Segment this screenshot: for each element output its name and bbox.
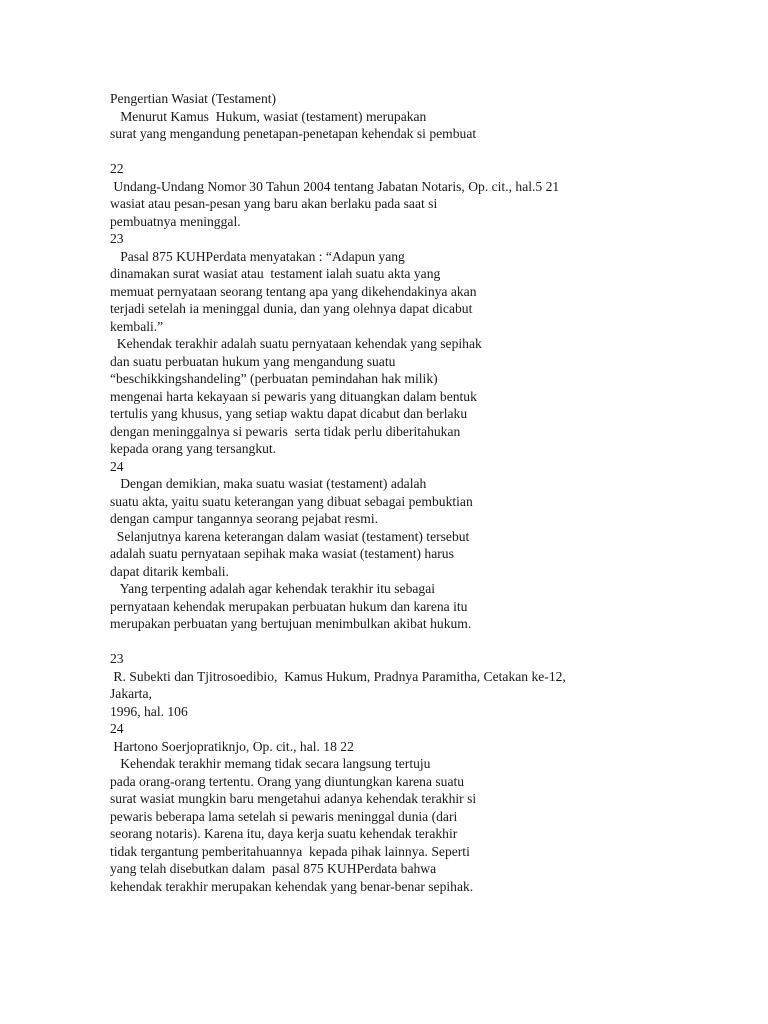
text-line: Jakarta, xyxy=(110,686,152,701)
text-line: Pasal 875 KUHPerdata menyatakan : “Adapun yang xyxy=(110,248,405,264)
text-line: terjadi setelah ia meninggal dunia, dan yang olehnya dapat dicabut xyxy=(110,301,473,316)
text-line: 24 xyxy=(110,458,124,474)
text-line: tidak tergantung pemberitahuannya kepada pihak lainnya. Seperti xyxy=(110,843,470,859)
text-line: 23 xyxy=(110,231,124,246)
text-line: mengenai harta kekayaan si pewaris yang dituangkan dalam bentuk xyxy=(110,388,477,404)
text-line: Yang terpenting adalah agar kehendak terakhir itu sebagai xyxy=(110,581,436,596)
text-line: dinamakan surat wasiat atau testament ialah suatu akta yang xyxy=(110,266,441,281)
text-line: pada orang-orang tertentu. Orang yang diuntungkan karena suatu xyxy=(110,773,465,789)
text-line: 1996, hal. 106 xyxy=(110,703,188,719)
text-line: dengan campur tangannya seorang pejabat resmi. xyxy=(110,511,378,526)
text-line: 22 xyxy=(110,161,124,176)
text-line: tertulis yang khusus, yang setiap waktu dapat dicabut dan berlaku xyxy=(110,406,468,421)
document-page xyxy=(110,90,630,895)
text-line: dan suatu perbuatan hukum yang mengandung suatu xyxy=(110,353,396,369)
text-line: Menurut Kamus Hukum, wasiat (testament) merupakan xyxy=(110,108,427,124)
text-line: 24 xyxy=(110,721,124,736)
text-line: 23 xyxy=(110,651,124,666)
text-line: “beschikkingshandeling” (perbuatan pemindahan hak milik) xyxy=(110,371,438,386)
text-line: Kehendak terakhir memang tidak secara langsung tertuju xyxy=(110,756,431,771)
text-line: merupakan perbuatan yang bertujuan menimbulkan akibat hukum. xyxy=(110,616,472,631)
blank-line xyxy=(110,633,630,651)
text-line: suatu akta, yaitu suatu keterangan yang dibuat sebagai pembuktian xyxy=(110,493,473,509)
text-line: surat yang mengandung penetapan-penetapan kehendak si pembuat xyxy=(110,126,477,141)
text-line: wasiat atau pesan-pesan yang baru akan berlaku pada saat si xyxy=(110,196,438,211)
text-line: dengan meninggalnya si pewaris serta tidak perlu diberitahukan xyxy=(110,423,461,439)
text-line: Undang-Undang Nomor 30 Tahun 2004 tentang Jabatan Notaris, Op. cit., hal.5 21 xyxy=(110,178,560,194)
blank-line xyxy=(110,143,630,161)
text-line: surat wasiat mungkin baru mengetahui adanya kehendak terakhir si xyxy=(110,791,477,806)
text-line: kembali.” xyxy=(110,318,164,334)
text-line: adalah suatu pernyataan sepihak maka wasiat (testament) harus xyxy=(110,546,454,561)
text-line: Hartono Soerjopratiknjo, Op. cit., hal. 18 22 xyxy=(110,738,354,754)
text-line: seorang notaris). Karena itu, daya kerja suatu kehendak terakhir xyxy=(110,826,458,841)
text-line: Pengertian Wasiat (Testament) xyxy=(110,91,277,106)
text-line: R. Subekti dan Tjitrosoedibio, Kamus Hukum, Pradnya Paramitha, Cetakan ke-12, xyxy=(110,668,566,684)
text-line: yang telah disebutkan dalam pasal 875 KUHPerdata bahwa xyxy=(110,861,437,876)
text-line: kepada orang yang tersangkut. xyxy=(110,441,277,456)
text-line: pewaris beberapa lama setelah si pewaris meninggal dunia (dari xyxy=(110,808,458,824)
text-line: memuat pernyataan seorang tentang apa yang dikehendakinya akan xyxy=(110,283,477,299)
text-line: dapat ditarik kembali. xyxy=(110,563,229,579)
text-line: pernyataan kehendak merupakan perbuatan hukum dan karena itu xyxy=(110,598,468,614)
text-line: Kehendak terakhir adalah suatu pernyataan kehendak yang sepihak xyxy=(110,336,482,351)
text-line: kehendak terakhir merupakan kehendak yang benar-benar sepihak. xyxy=(110,878,474,894)
text-line: Selanjutnya karena keterangan dalam wasiat (testament) tersebut xyxy=(110,528,470,544)
text-line: pembuatnya meninggal. xyxy=(110,213,241,229)
text-line: Dengan demikian, maka suatu wasiat (testament) adalah xyxy=(110,476,427,491)
